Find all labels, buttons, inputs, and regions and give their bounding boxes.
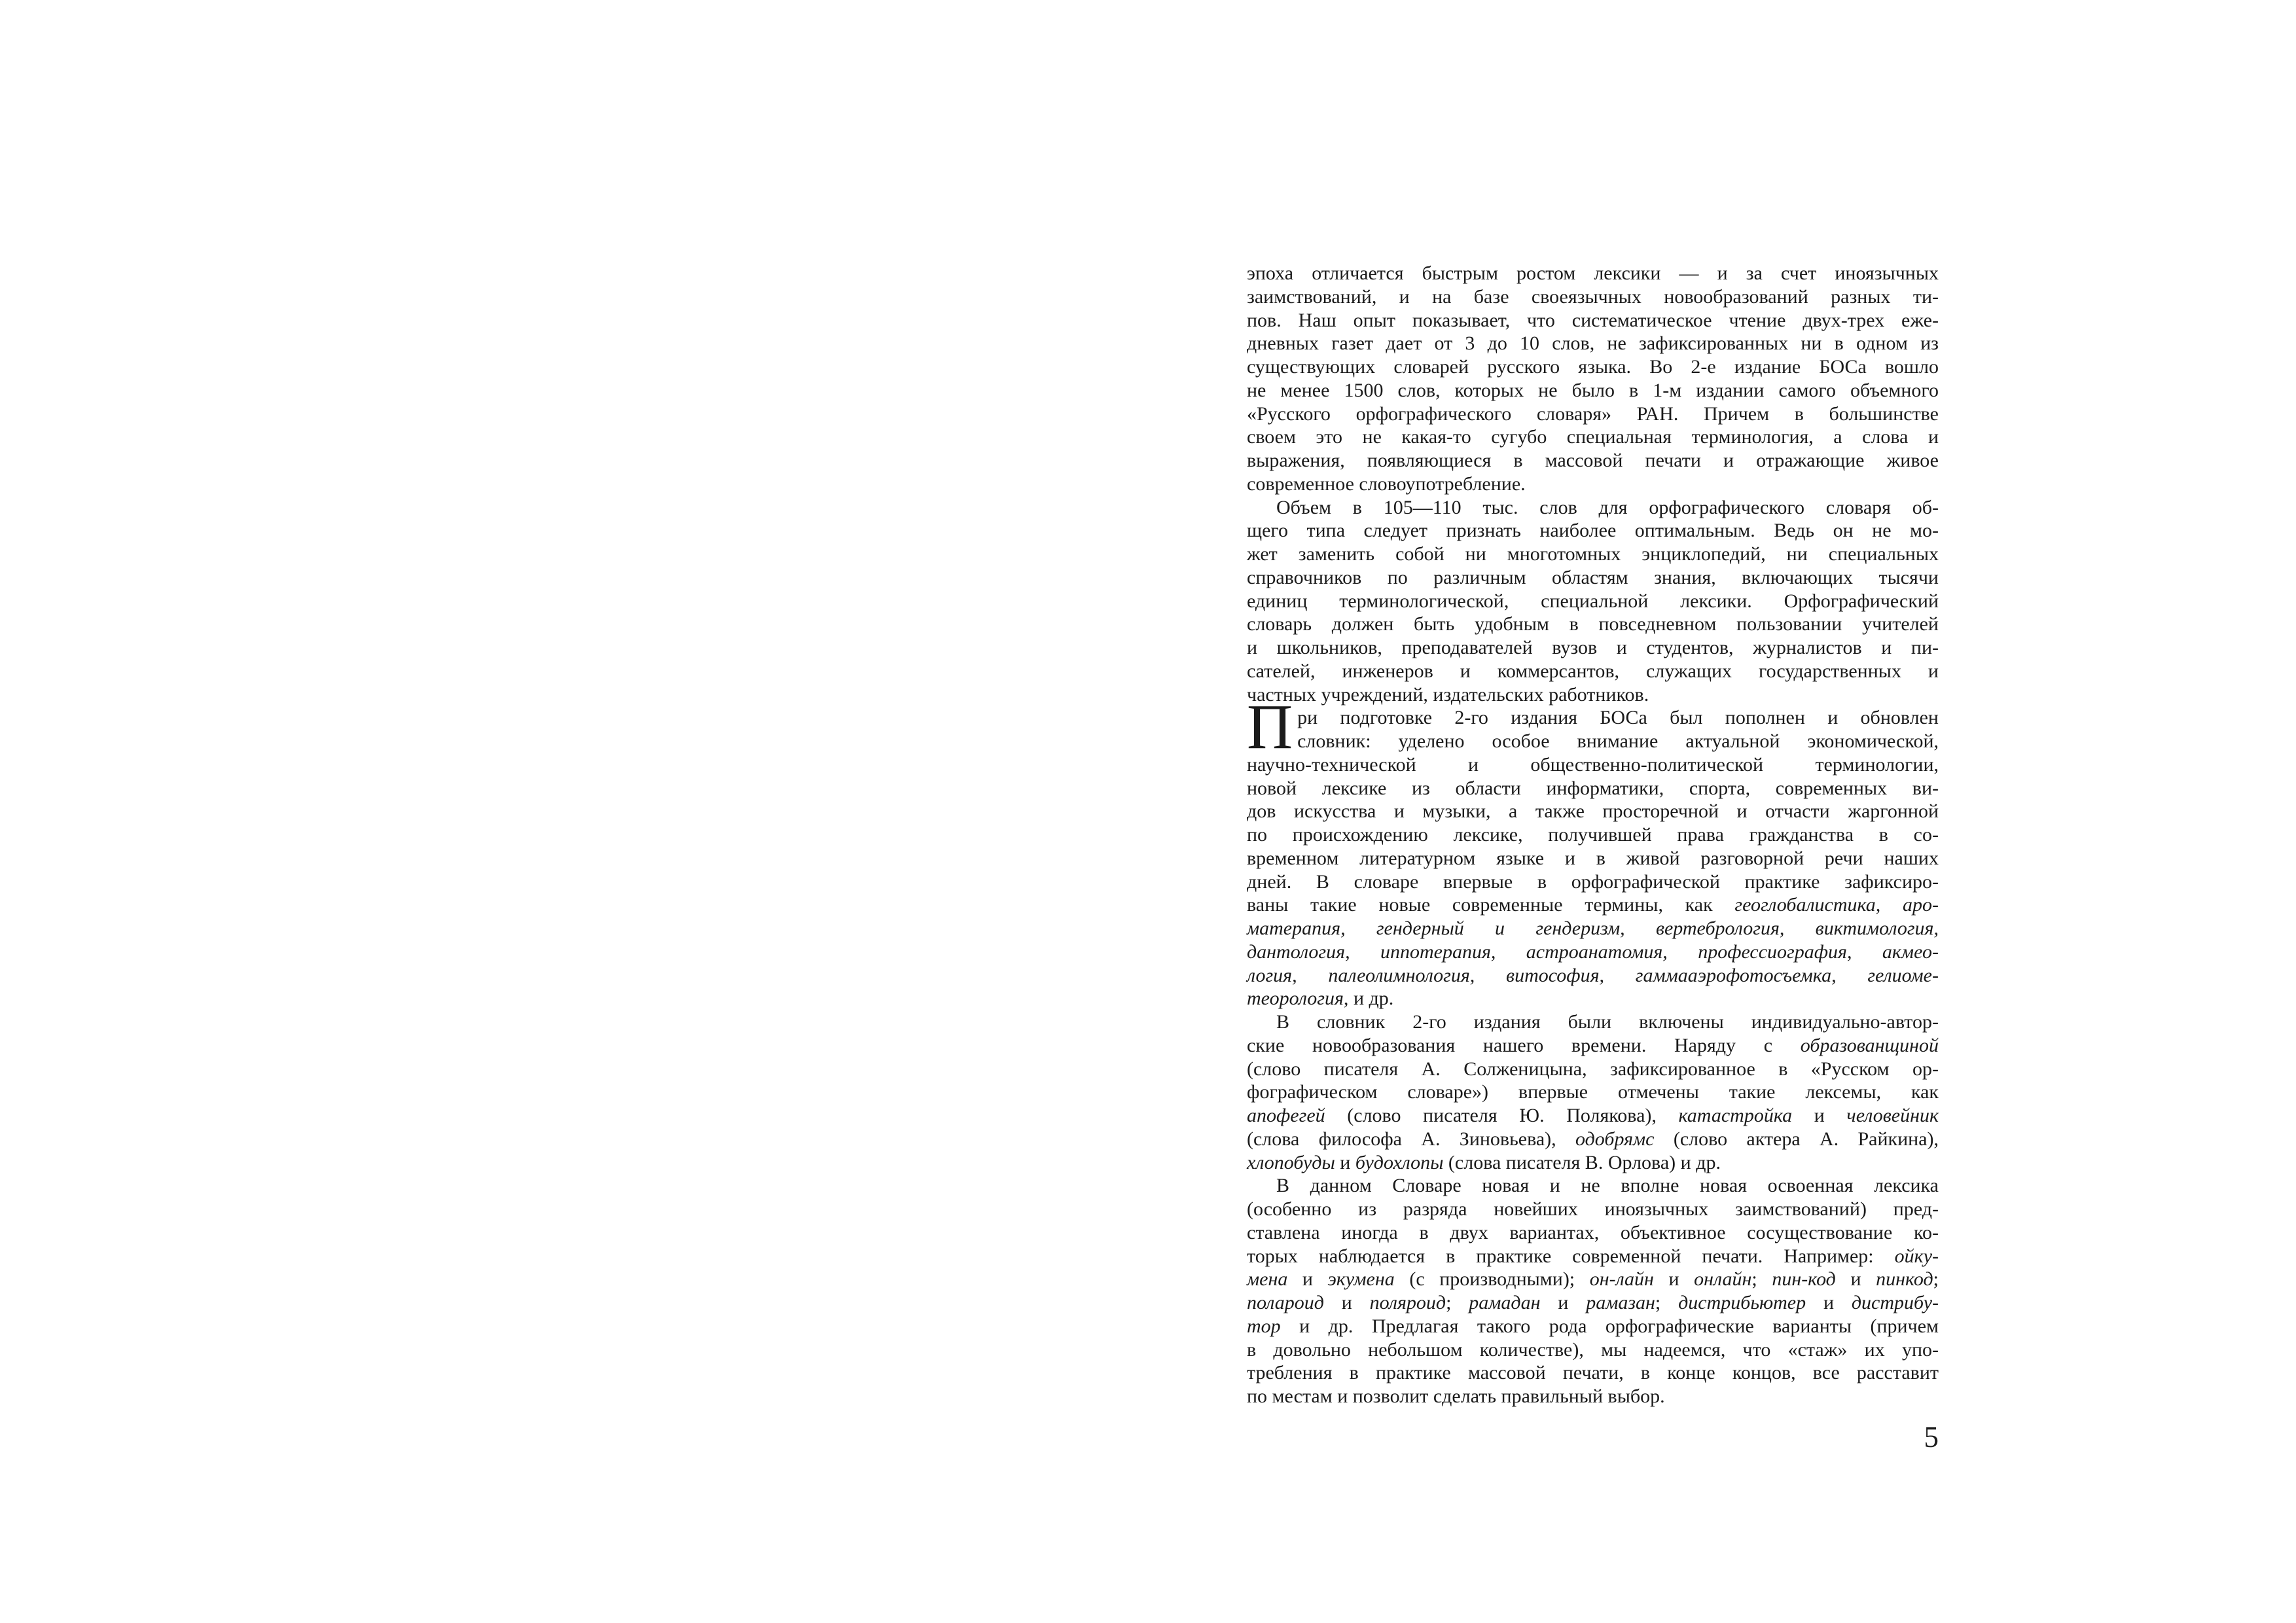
text-line	[1247, 1034, 1939, 1058]
text-segment: требления в практике массовой печати, в конце концов, все расставит	[1247, 1362, 1939, 1384]
text-line	[1247, 402, 1939, 426]
text-segment: по происхождению лексике, получившей права гражданства в со-	[1247, 824, 1939, 846]
italic-term: ойку-	[1894, 1245, 1939, 1267]
text-segment: и школьников, преподавателей вузов и студентов, журналистов и пи-	[1247, 637, 1939, 658]
italic-term: экумена	[1327, 1268, 1395, 1291]
text-segment: частных учреждений, издательских работников.	[1247, 683, 1649, 705]
text-line	[1247, 543, 1939, 566]
text-line	[1247, 1151, 1939, 1175]
text-line	[1247, 753, 1939, 777]
page-number: 5	[1924, 1421, 1939, 1454]
text-segment: и	[1792, 1105, 1847, 1126]
text-line	[1247, 262, 1939, 285]
text-line	[1247, 777, 1939, 800]
text-segment: ;	[1751, 1268, 1772, 1291]
text-segment: «Русского орфографического словаря» РАН. Причем в большинстве	[1247, 402, 1939, 425]
italic-term: дантология, иппотерапия, астроанатомия, профессиография, акмео-	[1247, 940, 1939, 963]
text-line	[1247, 379, 1939, 402]
text-line	[1247, 285, 1939, 309]
text-line	[1247, 519, 1939, 543]
italic-term: одобрямс	[1575, 1128, 1655, 1150]
text-segment: ставлена иногда в двух вариантах, объективное сосуществование ко-	[1247, 1221, 1939, 1243]
italic-term: апофегей	[1247, 1105, 1325, 1126]
italic-term: матерапия, гендерный и гендеризм, вертебрология, виктимология,	[1247, 918, 1939, 939]
italic-term: пин-код	[1772, 1268, 1836, 1291]
text-line	[1247, 332, 1939, 355]
italic-term: дистрибьютер	[1678, 1292, 1806, 1313]
text-line	[1247, 1385, 1939, 1408]
italic-term: дистрибу-	[1851, 1292, 1939, 1313]
text-line	[1247, 1198, 1939, 1221]
text-segment: щего типа следует признать наиболее оптимальным. Ведь он не мо-	[1247, 520, 1939, 542]
text-line	[1247, 636, 1939, 660]
text-segment: и	[1540, 1292, 1587, 1313]
italic-term: хлопобуды	[1247, 1151, 1335, 1173]
text-column	[1247, 262, 1939, 1408]
text-line	[1247, 940, 1939, 964]
text-segment: справочников по различным областям знания, включающих тысячи	[1247, 566, 1939, 588]
text-segment: современное словоупотребление.	[1247, 473, 1526, 495]
text-segment: (слова философа А. Зиновьева),	[1247, 1128, 1576, 1150]
italic-term: теорология,	[1247, 988, 1349, 1010]
italic-term: полароид	[1247, 1292, 1324, 1313]
text-segment: фографическом словаре») впервые отмечены такие лексемы, как	[1247, 1081, 1939, 1103]
text-line	[1247, 893, 1939, 917]
italic-term: образованщиной	[1800, 1034, 1939, 1056]
text-segment: дней. В словаре впервые в орфографической практике зафиксиро-	[1247, 870, 1939, 893]
text-segment: словник: уделено особое внимание актуальной экономической,	[1297, 730, 1939, 752]
text-line	[1247, 1174, 1939, 1198]
text-line	[1247, 823, 1939, 847]
text-segment: В данном Словаре новая и не вполне новая освоенная лексика	[1276, 1175, 1939, 1197]
text-line	[1247, 1104, 1939, 1128]
text-segment: жет заменить собой ни многотомных энциклопедий, ни специальных	[1247, 543, 1939, 565]
text-line	[1247, 566, 1939, 590]
text-line	[1247, 730, 1939, 753]
text-segment: новой лексике из области информатики, спорта, современных ви-	[1247, 777, 1939, 799]
text-line	[1247, 1268, 1939, 1291]
text-line	[1247, 449, 1939, 473]
text-segment: ваны такие новые современные термины, как	[1247, 894, 1735, 916]
text-segment: ри подготовке 2-го издания БОСа был пополнен и обновлен	[1297, 707, 1939, 729]
text-line	[1247, 800, 1939, 823]
text-line	[1247, 870, 1939, 894]
text-segment: ;	[1446, 1292, 1469, 1313]
text-segment: временном литературном языке и в живой разговорной речи наших	[1247, 847, 1939, 869]
text-segment: и	[1806, 1292, 1852, 1313]
text-line	[1247, 660, 1939, 683]
italic-term: мена	[1247, 1268, 1288, 1291]
italic-term: катастройка	[1678, 1105, 1793, 1126]
text-segment: выражения, появляющиеся в массовой печати и отражающие живое	[1247, 450, 1939, 471]
text-line	[1247, 1058, 1939, 1081]
italic-term: пинкод	[1876, 1268, 1933, 1291]
text-segment: дневных газет дает от 3 до 10 слов, не зафиксированных ни в одном из	[1247, 332, 1939, 355]
dropcap-letter: П	[1247, 692, 1293, 762]
text-segment: ;	[1655, 1292, 1679, 1313]
italic-term: человейник	[1846, 1105, 1939, 1126]
text-segment: (слово актера А. Райкина),	[1654, 1128, 1939, 1150]
italic-term: геоглобалистика, аро-	[1734, 894, 1939, 916]
italic-term: рамадан	[1469, 1292, 1541, 1313]
text-segment: научно-технической и общественно-политической терминологии,	[1247, 753, 1939, 776]
text-segment: эпоха отличается быстрым ростом лексики — и за счет иноязычных	[1247, 262, 1939, 284]
text-segment: и др.	[1348, 988, 1394, 1010]
text-segment: (слова писателя В. Орлова) и др.	[1443, 1151, 1721, 1173]
text-segment: пов. Наш опыт показывает, что систематическое чтение двух-трех еже-	[1247, 309, 1939, 331]
text-segment: торых наблюдается в практике современной печати. Например:	[1247, 1245, 1895, 1267]
text-line	[1247, 473, 1939, 496]
text-segment: словарь должен быть удобным в повседневном пользовании учителей	[1247, 613, 1939, 635]
text-line	[1247, 590, 1939, 613]
italic-term: поляроид	[1369, 1292, 1446, 1313]
text-line	[1247, 1315, 1939, 1338]
text-segment: В словник 2-го издания были включены индивидуально-автор-	[1276, 1011, 1939, 1033]
text-segment: сателей, инженеров и коммерсантов, служащих государственных и	[1247, 660, 1939, 682]
text-line	[1247, 917, 1939, 940]
text-line	[1247, 964, 1939, 988]
italic-term: онлайн	[1694, 1268, 1752, 1291]
text-segment: ;	[1933, 1268, 1939, 1291]
text-segment: единиц терминологической, специальной лексики. Орфографический	[1247, 590, 1939, 612]
text-segment: (особенно из разряда новейших иноязычных заимствований) пред-	[1247, 1198, 1939, 1220]
text-line	[1247, 1128, 1939, 1151]
text-line	[1247, 683, 1939, 707]
text-segment: ские новообразования нашего времени. Наряду с	[1247, 1034, 1801, 1056]
italic-term: логия, палеолимнология, витософия, гаммааэрофотосъемка, гелиоме-	[1247, 964, 1939, 986]
text-segment: существующих словарей русского языка. Во 2-е издание БОСа вошло	[1247, 356, 1939, 378]
text-line	[1247, 425, 1939, 449]
text-segment: и	[1653, 1268, 1695, 1291]
text-line	[1247, 613, 1939, 636]
text-segment: в довольно небольшом количестве), мы надеемся, что «стаж» их упо-	[1247, 1338, 1939, 1361]
italic-term: рамазан	[1586, 1292, 1655, 1313]
italic-term: тор	[1247, 1315, 1281, 1337]
italic-term: он-лайн	[1589, 1268, 1654, 1291]
text-segment: Объем в 105—110 тыс. слов для орфографического словаря об-	[1276, 496, 1939, 518]
text-line	[1247, 1080, 1939, 1104]
text-segment: (слово писателя А. Солженицына, зафиксированное в «Русском ор-	[1247, 1058, 1939, 1080]
text-line	[1247, 1221, 1939, 1245]
text-line	[1247, 1361, 1939, 1385]
text-segment: (слово писателя Ю. Полякова),	[1325, 1105, 1679, 1126]
text-segment: и	[1287, 1268, 1328, 1291]
text-line	[1247, 355, 1939, 379]
text-segment: и	[1835, 1268, 1876, 1291]
text-segment: по местам и позволит сделать правильный выбор.	[1247, 1385, 1665, 1407]
text-line	[1247, 1338, 1939, 1362]
text-line	[1247, 496, 1939, 520]
text-segment: своем это не какая-то сугубо специальная терминология, а слова и	[1247, 426, 1939, 448]
text-segment: дов искусства и музыки, а также просторечной и отчасти жаргонной	[1247, 800, 1939, 823]
text-line	[1247, 1245, 1939, 1268]
text-line	[1247, 987, 1939, 1010]
text-line	[1247, 847, 1939, 870]
text-line	[1247, 1010, 1939, 1034]
text-segment: не менее 1500 слов, которых не было в 1-м издании самого объемного	[1247, 379, 1939, 401]
text-segment: (с производными);	[1394, 1268, 1590, 1291]
text-segment: заимствований, и на базе своеязычных новообразований разных ти-	[1247, 285, 1939, 308]
text-line	[1247, 1291, 1939, 1315]
text-segment: и	[1323, 1292, 1370, 1313]
text-segment: и	[1335, 1151, 1355, 1173]
text-line	[1247, 309, 1939, 332]
italic-term: будохлопы	[1355, 1151, 1444, 1173]
text-segment: и др. Предлагая такого рода орфографические варианты (причем	[1280, 1315, 1939, 1337]
